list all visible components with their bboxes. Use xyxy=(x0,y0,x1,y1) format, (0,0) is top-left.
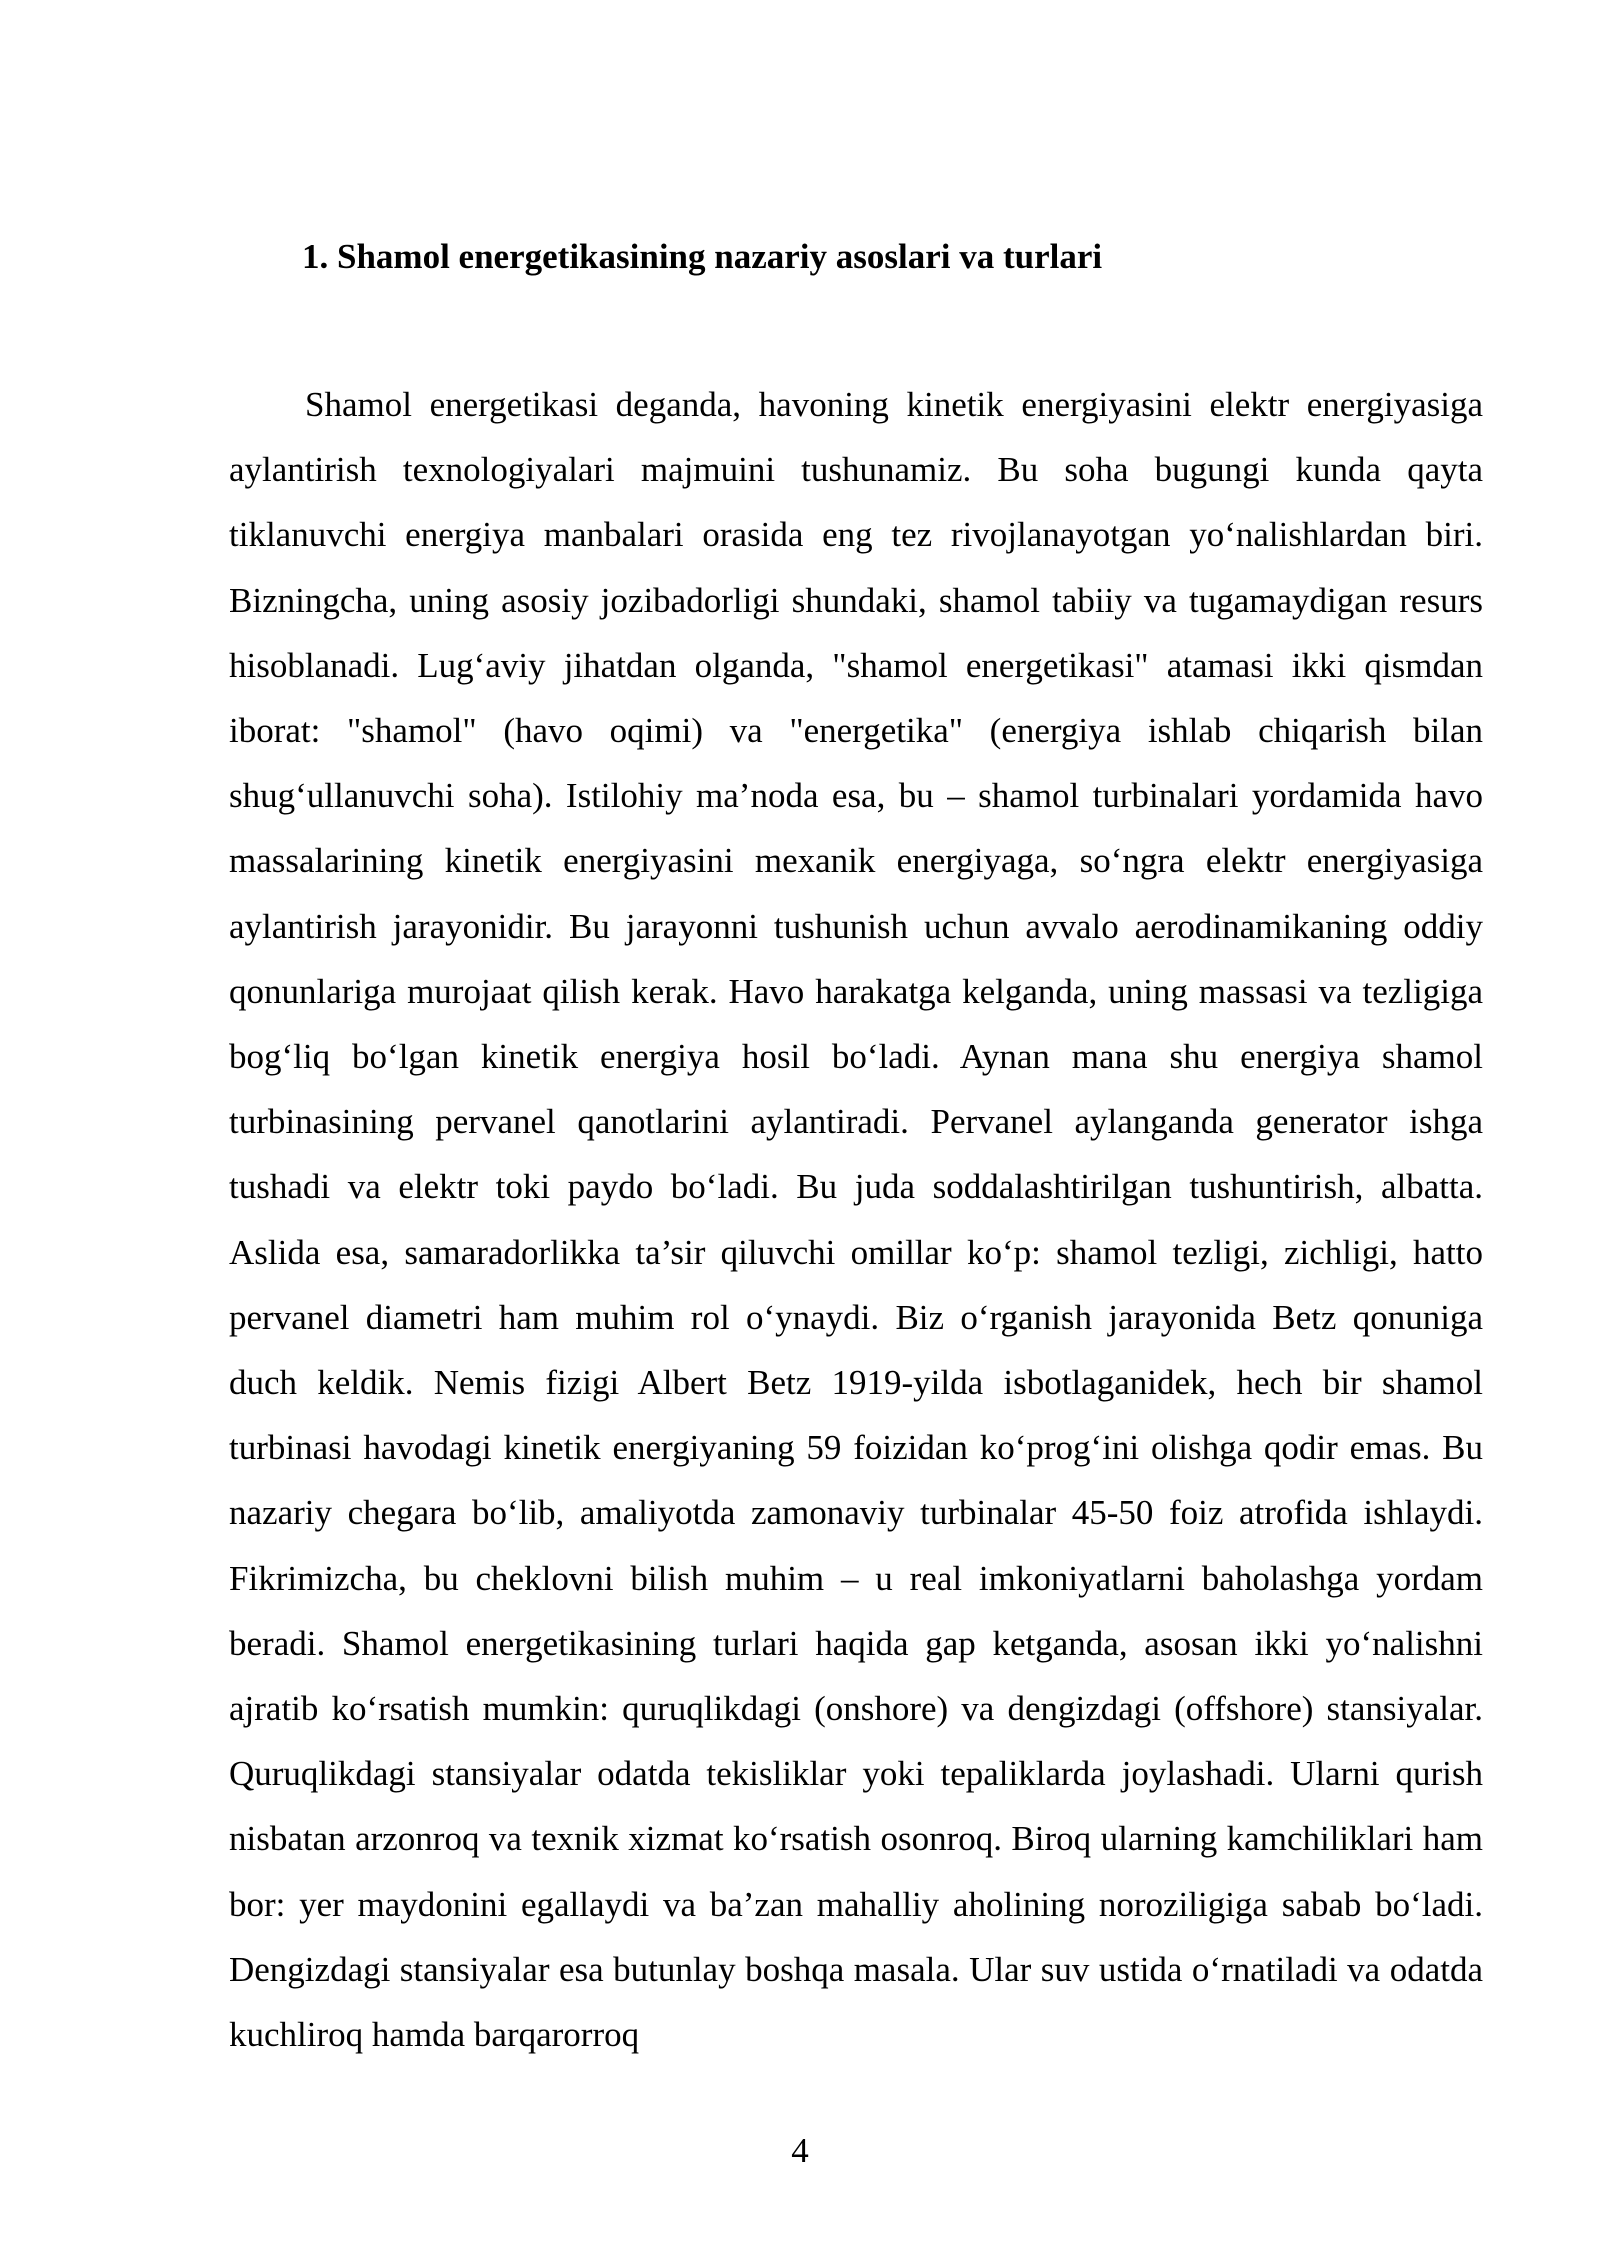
page-number: 4 xyxy=(791,2131,809,2170)
body-paragraph: Shamol energetikasi deganda, havoning kinetik energiyasini elektr energiyasiga aylantirish texnologiyalari majmuini tushunamiz. Bu soha bugungi kunda qayta tiklanuvchi energiya manbalari orasida eng tez rivojlanayotgan yo‘nalishlardan biri. Bizningcha, uning asosiy jozibadorligi shundaki, shamol tabiiy va tugamaydigan resurs hisoblanadi. Lug‘aviy jihatdan olganda, "shamol energetikasi" atamasi ikki qismdan iborat: "shamol" (havo oqimi) va "energetika" (energiya ishlab chiqarish bilan shug‘ullanuvchi soha). Istilohiy ma’noda esa, bu – shamol turbinalari yordamida havo massalarining kinetik energiyasini mexanik energiyaga, so‘ngra elektr energiyasiga aylantirish jarayonidir. Bu jarayonni tushunish uchun avvalo aerodinamikaning oddiy qonunlariga murojaat qilish kerak. Havo harakatga kelganda, uning massasi va tezligiga bog‘liq bo‘lgan kinetik energiya hosil bo‘ladi. Aynan mana shu energiya shamol turbinasining pervanel qanotlarini aylantiradi. Pervanel aylanganda generator ishga tushadi va elektr toki paydo bo‘ladi. Bu juda soddalashtirilgan tushuntirish, albatta. Aslida esa, samaradorlikka ta’sir qiluvchi omillar ko‘p: shamol tezligi, zichligi, hatto pervanel diametri ham muhim rol o‘ynaydi. Biz o‘rganish jarayonida Betz qonuniga duch keldik. Nemis fizigi Albert Betz 1919-yilda isbotlaganidek, hech bir shamol turbinasi havodagi kinetik energiyaning 59 foizidan ko‘prog‘ini olishga qodir emas. Bu nazariy chegara bo‘lib, amaliyotda zamonaviy turbinalar 45-50 foiz atrofida ishlaydi. Fikrimizcha, bu cheklovni bilish muhim – u real imkoniyatlarni baholashga yordam beradi. Shamol energetikasining turlari haqida gap ketganda, asosan ikki yo‘nalishni ajratib ko‘rsatish mumkin: quruqlikdagi (onshore) va dengizdagi (offshore) stansiyalar. Quruqlikdagi stansiyalar odatda tekisliklar yoki tepaliklarda joylashadi. Ularni qurish nisbatan arzonroq va texnik xizmat ko‘rsatish osonroq. Biroq ularning kamchiliklari ham bor: yer maydonini egallaydi va ba’zan mahalliy aholining noroziligiga sabab bo‘ladi. Dengizdagi stansiyalar esa butunlay boshqa masala. Ular suv ustida o‘rnatiladi va odatda kuchliroq hamda barqarorroq xyxy=(229,385,1483,2055)
section-heading: 1. Shamol energetikasining nazariy asoslari va turlari xyxy=(302,237,1103,276)
